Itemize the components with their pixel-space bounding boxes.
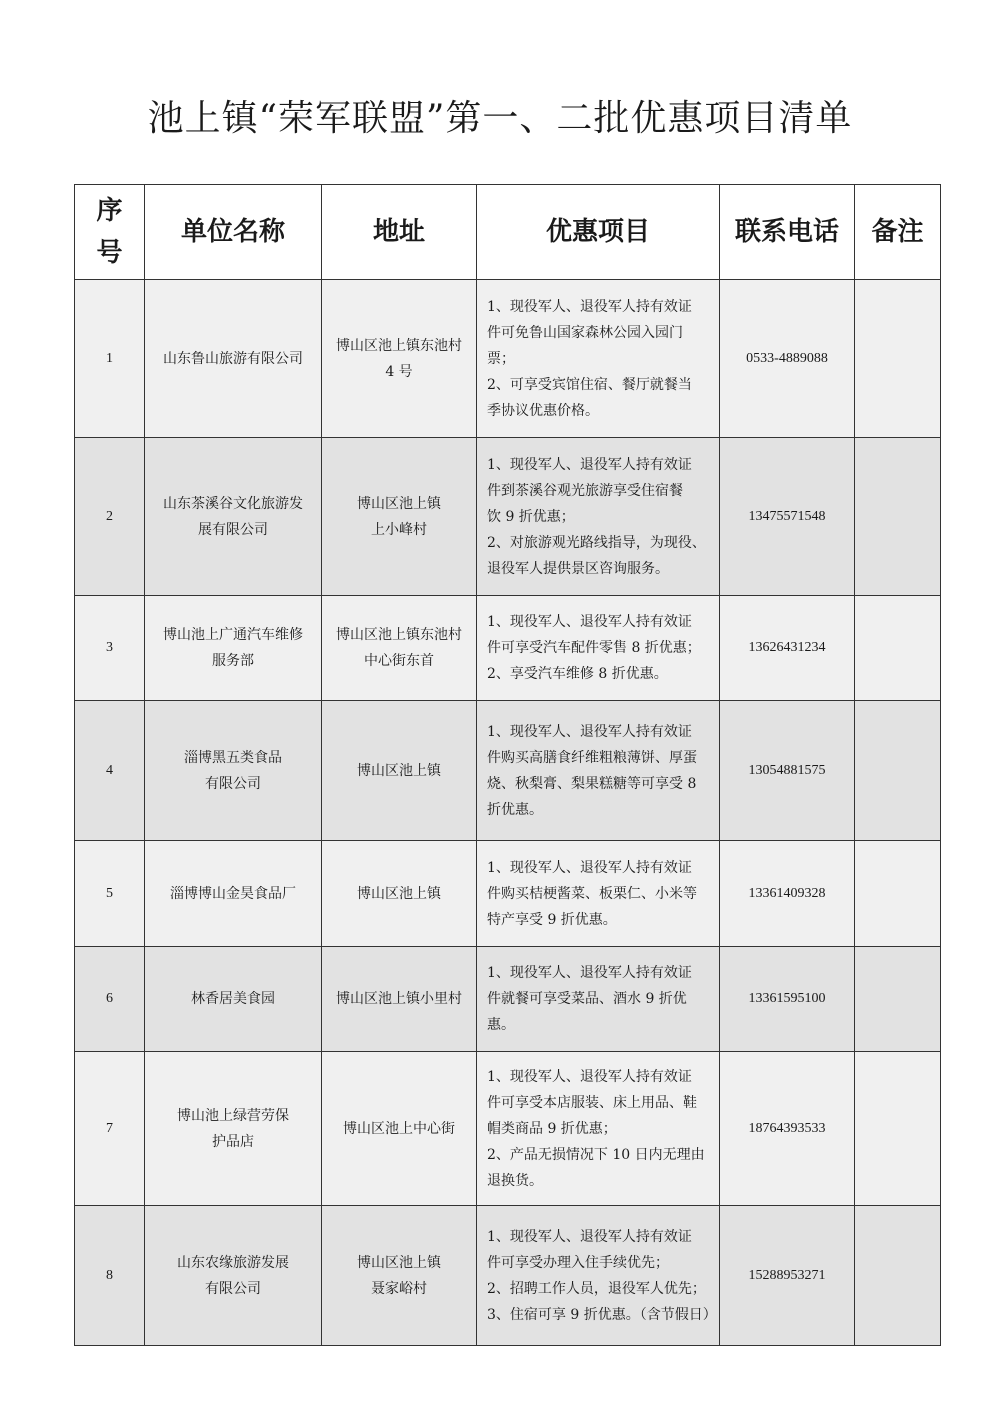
- row-index: 3: [75, 596, 145, 701]
- page-title: 池上镇“荣军联盟”第一、二批优惠项目清单: [147, 98, 853, 139]
- row-address: 博山区池上镇: [322, 701, 477, 841]
- table-row: [75, 596, 941, 701]
- row-index: 6: [75, 947, 145, 1052]
- row-remarks: [855, 1052, 941, 1206]
- row-phone: 13361409328: [720, 841, 855, 947]
- table-row: [75, 438, 941, 596]
- row-index: 1: [75, 280, 145, 438]
- row-remarks: [855, 280, 941, 438]
- row-index: 5: [75, 841, 145, 947]
- row-phone: 18764393533: [720, 1052, 855, 1206]
- row-phone: 15288953271: [720, 1206, 855, 1346]
- header-name: 单位名称: [145, 185, 322, 280]
- row-index: 2: [75, 438, 145, 596]
- row-remarks: [855, 438, 941, 596]
- row-address: 博山区池上镇 上小峰村: [322, 438, 477, 596]
- table-row: [75, 841, 941, 947]
- table-row: [75, 1206, 941, 1346]
- header-index: 序 号: [75, 185, 145, 280]
- row-address: 博山区池上中心街: [322, 1052, 477, 1206]
- benefits-table: [74, 184, 941, 1346]
- header-remarks: 备注: [855, 185, 941, 280]
- row-company-name: 山东茶溪谷文化旅游发 展有限公司: [145, 438, 322, 596]
- header-benefits: 优惠项目: [477, 185, 720, 280]
- table-row: [75, 1052, 941, 1206]
- row-index: 7: [75, 1052, 145, 1206]
- row-remarks: [855, 1206, 941, 1346]
- row-benefits: 1、现役军人、退役军人持有效证 件可享受本店服装、床上用品、鞋 帽类商品 9 折优惠； 2、产品无损情况下 10 日内无理由 退换货。: [477, 1052, 720, 1206]
- row-company-name: 林香居美食园: [145, 947, 322, 1052]
- row-benefits: 1、现役军人、退役军人持有效证 件到茶溪谷观光旅游享受住宿餐 饮 9 折优惠； 2、对旅游观光路线指导，为现役、 退役军人提供景区咨询服务。: [477, 438, 720, 596]
- row-address: 博山区池上镇东池村 中心街东首: [322, 596, 477, 701]
- row-phone: 13361595100: [720, 947, 855, 1052]
- row-benefits: 1、现役军人、退役军人持有效证 件购买桔梗酱菜、板栗仁、小米等 特产享受 9 折优惠。: [477, 841, 720, 947]
- row-remarks: [855, 596, 941, 701]
- header-address: 地址: [322, 185, 477, 280]
- row-benefits: 1、现役军人、退役军人持有效证 件就餐可享受菜品、酒水 9 折优惠。: [477, 947, 720, 1052]
- row-phone: 13054881575: [720, 701, 855, 841]
- row-remarks: [855, 841, 941, 947]
- table-row: [75, 701, 941, 841]
- row-index: 4: [75, 701, 145, 841]
- header-phone: 联系电话: [720, 185, 855, 280]
- row-address: 博山区池上镇 聂家峪村: [322, 1206, 477, 1346]
- table-header-row: [75, 185, 941, 280]
- row-address: 博山区池上镇小里村: [322, 947, 477, 1052]
- row-phone: 13626431234: [720, 596, 855, 701]
- table-row: [75, 280, 941, 438]
- row-company-name: 淄博博山金昊食品厂: [145, 841, 322, 947]
- row-address: 博山区池上镇: [322, 841, 477, 947]
- row-address: 博山区池上镇东池村 4 号: [322, 280, 477, 438]
- row-company-name: 淄博黑五类食品 有限公司: [145, 701, 322, 841]
- row-phone: 13475571548: [720, 438, 855, 596]
- row-benefits: 1、现役军人、退役军人持有效证 件可享受办理入住手续优先； 2、招聘工作人员，退役军人优先； 3、住宿可享 9 折优惠。（含节假日）: [477, 1206, 720, 1346]
- row-remarks: [855, 947, 941, 1052]
- row-benefits: 1、现役军人、退役军人持有效证 件购买高膳食纤维粗粮薄饼、厚蛋 烧、秋梨膏、梨果糕糖等可享受 8 折优惠。: [477, 701, 720, 841]
- row-company-name: 博山池上绿营劳保 护品店: [145, 1052, 322, 1206]
- row-index: 8: [75, 1206, 145, 1346]
- table-row: [75, 947, 941, 1052]
- row-remarks: [855, 701, 941, 841]
- row-benefits: 1、现役军人、退役军人持有效证 件可享受汽车配件零售 8 折优惠； 2、享受汽车维修 8 折优惠。: [477, 596, 720, 701]
- row-company-name: 山东鲁山旅游有限公司: [145, 280, 322, 438]
- row-phone: 0533-4889088: [720, 280, 855, 438]
- row-benefits: 1、现役军人、退役军人持有效证 件可免鲁山国家森林公园入园门 票； 2、可享受宾馆住宿、餐厅就餐当 季协议优惠价格。: [477, 280, 720, 438]
- row-company-name: 博山池上广通汽车维修 服务部: [145, 596, 322, 701]
- row-company-name: 山东农缘旅游发展 有限公司: [145, 1206, 322, 1346]
